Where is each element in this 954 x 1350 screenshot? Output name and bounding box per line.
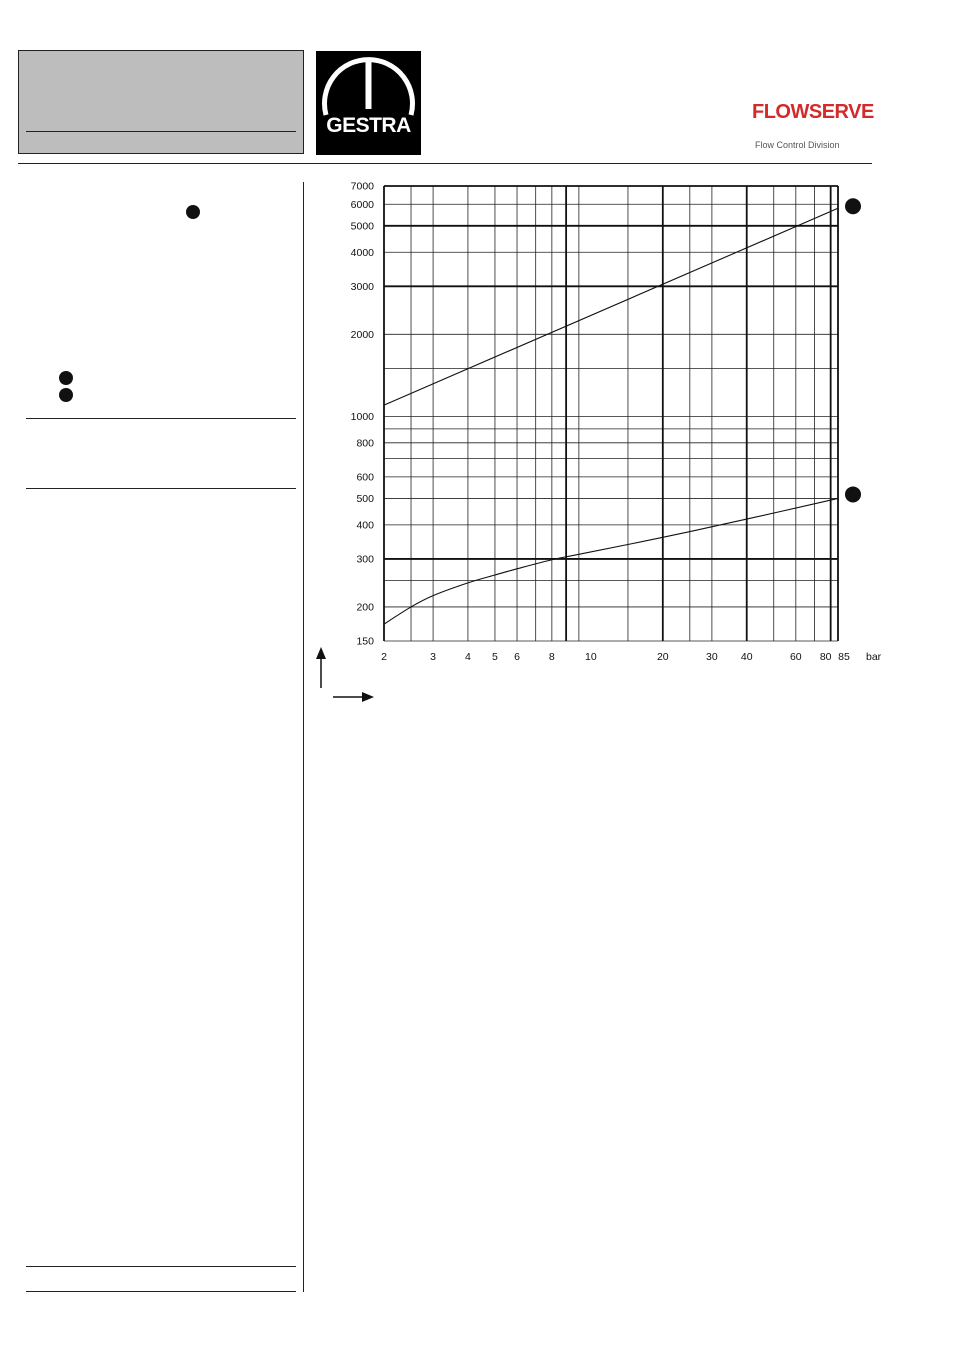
y-tick-label: 400 <box>356 519 374 532</box>
y-tick-label: 200 <box>356 601 374 614</box>
y-tick-label: 800 <box>356 437 374 450</box>
y-tick-label: 300 <box>356 553 374 566</box>
y-tick-label: 1000 <box>350 410 374 423</box>
chart-x-unit-label: bar <box>866 651 882 663</box>
x-tick-label: 5 <box>492 651 498 663</box>
x-tick-label: 3 <box>430 651 437 663</box>
marker-dot-curve-2 <box>845 486 861 502</box>
x-tick-label: 20 <box>656 651 669 663</box>
x-direction-arrow <box>333 692 374 702</box>
chart-minor-grid <box>384 186 838 641</box>
y-tick-label: 3000 <box>350 280 374 293</box>
marker-dot-curve-1 <box>845 198 861 214</box>
chart-y-tick-labels <box>351 181 375 648</box>
x-tick-label: 60 <box>789 651 802 663</box>
y-tick-label: 4000 <box>350 246 374 259</box>
x-tick-label: 8 <box>548 651 555 663</box>
x-tick-label: 80 <box>819 651 832 663</box>
flowserve-name: FLOWSERVE <box>752 101 874 123</box>
y-tick-label: 150 <box>356 635 374 648</box>
x-tick-label: 10 <box>585 651 597 663</box>
chart-major-grid <box>384 186 838 641</box>
x-tick-label: 30 <box>706 651 718 663</box>
left-rule-4 <box>26 1291 296 1292</box>
y-tick-label: 500 <box>356 492 374 505</box>
x-tick-label: 4 <box>465 651 471 663</box>
y-tick-label: 6000 <box>350 198 374 211</box>
y-tick-label: 600 <box>356 471 374 484</box>
flowserve-tagline: Flow Control Division <box>755 140 840 150</box>
y-tick-label: 5000 <box>350 220 374 233</box>
x-tick-label: 6 <box>514 651 520 663</box>
chart-x-tick-labels <box>381 651 850 663</box>
series-line-curve-1 <box>384 208 838 405</box>
y-tick-label: 7000 <box>350 180 374 193</box>
series-line-curve-2 <box>384 498 838 624</box>
x-tick-label: 85 <box>838 651 850 663</box>
gestra-logo-text: GESTRA <box>326 114 411 137</box>
left-rule-3 <box>26 1266 296 1267</box>
y-tick-label: 2000 <box>350 328 374 341</box>
x-tick-label: 40 <box>740 651 753 663</box>
y-direction-arrow <box>316 647 326 688</box>
chart-curve-markers <box>845 198 861 502</box>
x-tick-label: 2 <box>381 651 387 663</box>
